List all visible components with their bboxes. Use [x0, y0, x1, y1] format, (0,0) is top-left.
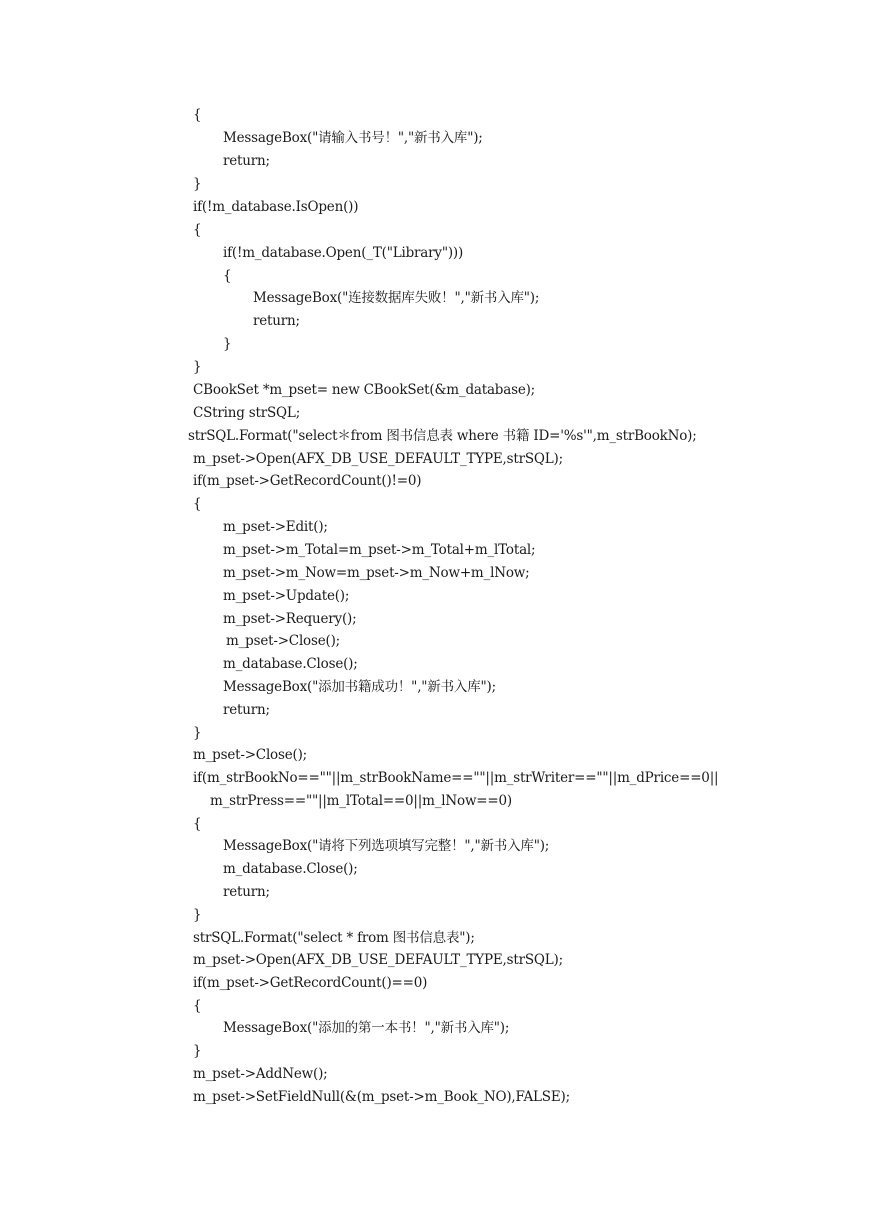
code-line: if(m_strBookNo==""||m_strBookName==""||m_strWriter==""||m_dPrice==0|| [193, 770, 719, 786]
code-line: { [193, 816, 202, 832]
code-line: CBookSet *m_pset= new CBookSet(&m_database); [193, 382, 536, 398]
code-line: if(m_pset->GetRecordCount()!=0) [193, 473, 422, 489]
code-line: m_database.Close(); [223, 656, 358, 672]
code-line: m_pset->Requery(); [223, 611, 357, 627]
code-line: { [193, 222, 202, 238]
code-line: if(!m_database.Open(_T("Library"))) [223, 245, 464, 261]
code-line: m_pset->SetFieldNull(&(m_pset->m_Book_NO),FALSE); [193, 1089, 570, 1105]
code-line: strSQL.Format("select＊from 图书信息表 where 书籍 ID='%s'",m_strBookNo); [188, 428, 697, 444]
code-line: if(!m_database.IsOpen()) [193, 199, 359, 215]
code-line: m_pset->AddNew(); [193, 1066, 328, 1082]
code-line: MessageBox("添加的第一本书！","新书入库"); [223, 1020, 510, 1036]
code-line: m_strPress==""||m_lTotal==0||m_lNow==0) [210, 793, 512, 809]
code-line: m_pset->Open(AFX_DB_USE_DEFAULT_TYPE,strSQL); [193, 952, 563, 968]
code-line: m_pset->Close(); [193, 747, 307, 763]
code-line: return; [223, 702, 270, 718]
code-line: if(m_pset->GetRecordCount()==0) [193, 975, 428, 991]
code-line: } [193, 725, 202, 741]
code-line: } [193, 1043, 202, 1059]
code-line: } [193, 359, 202, 375]
code-line: strSQL.Format("select * from 图书信息表"); [193, 930, 475, 946]
code-line: m_pset->m_Now=m_pset->m_Now+m_lNow; [223, 565, 530, 581]
code-line: { [193, 107, 202, 123]
code-line: return; [253, 313, 300, 329]
code-line: return; [223, 153, 270, 169]
code-line: m_pset->Open(AFX_DB_USE_DEFAULT_TYPE,strSQL); [193, 451, 563, 467]
code-line: MessageBox("连接数据库失败！","新书入库"); [253, 290, 540, 306]
code-line: { [193, 496, 202, 512]
code-line: { [193, 998, 202, 1014]
code-line: m_pset->m_Total=m_pset->m_Total+m_lTotal; [223, 542, 536, 558]
code-line: m_database.Close(); [223, 861, 358, 877]
code-line: MessageBox("请将下列选项填写完整！","新书入库"); [223, 838, 550, 854]
code-line: CString strSQL; [193, 405, 301, 421]
code-line: MessageBox("请输入书号！","新书入库"); [223, 130, 483, 146]
code-line: m_pset->Update(); [223, 588, 350, 604]
code-line: MessageBox("添加书籍成功！","新书入库"); [223, 679, 496, 695]
code-line: } [193, 907, 202, 923]
code-line: return; [223, 884, 270, 900]
code-line: } [193, 176, 202, 192]
code-line: } [223, 336, 232, 352]
code-line: { [223, 268, 232, 284]
code-line: m_pset->Edit(); [223, 519, 328, 535]
code-line: m_pset->Close(); [226, 633, 340, 649]
